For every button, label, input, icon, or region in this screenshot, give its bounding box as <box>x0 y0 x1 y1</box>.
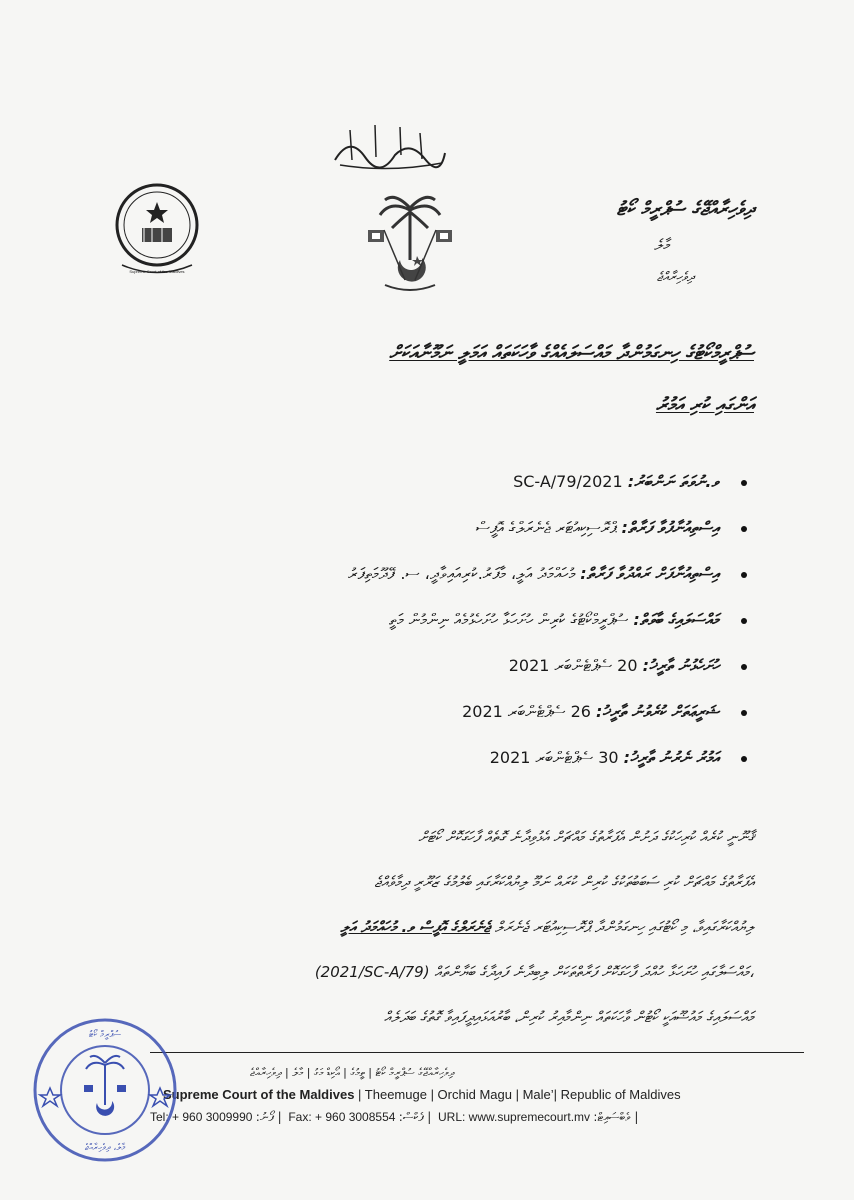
seal-label: Supreme Court of the Maldives <box>129 269 185 274</box>
footer-address-en: Supreme Court of the Maldives | Theemuge | Orchid Magu | Male’| Republic of Maldives <box>163 1087 681 1102</box>
court-name: ދިވެހިރާއްޖޭގެ ސުޕްރީމް ކޯޓު <box>616 198 754 220</box>
detail-hearing-date: ޝަރީޢަތަށް ކުރެވުނު ތާރީޚު: 26 ސެޕްޓެންބަރ 2021 <box>89 700 719 746</box>
detail-appellant: އިސްތިއުނާފުވާ ފަރާތް: ޕްރޮސިކިއުޓަރ ޖެނެރަލްގެ އޮފީސް <box>89 516 719 562</box>
stamp-top-text: ސުޕްރީމް ކޯޓު <box>88 1030 122 1040</box>
footer-url[interactable]: www.supremecourt.mv <box>468 1110 591 1124</box>
footer-contact: Tel: + 960 3009990 | ފޯނު: Fax: + 960 3008554 | ފެކްސް: URL: www.supremecourt.mv | ވެބްސައިޓް: <box>150 1110 639 1124</box>
footer-court-name: Supreme Court of the Maldives <box>163 1087 355 1102</box>
footer-divider <box>150 1052 804 1053</box>
subject-line-1: ސުޕްރީމްކޯޓުގެ ހިނގަމުންދާ މައްސަލައެއްގެ ވާހަކަތައް އަމަލީ ނަމޫނާއަކަށް <box>389 342 754 364</box>
footer-address-dv: ދިވެހިރާއްޖޭގެ ސުޕްރީމް ކޯޓު | ތީމުގެ | އޯކިޑް މަގު | މާލެ | ދިވެހިރާއްޖެ <box>250 1066 455 1079</box>
detail-case-number: ވ.ނުވަތަ ނަންބަރު: 2021/SC-A/79 <box>89 470 719 516</box>
court-country: ދިވެހިރާއްޖެ <box>656 270 694 285</box>
detail-submitted-date: ހުށަހެޅުނު ތާރީޚު: 20 ސެޕްޓެންބަރ 2021 <box>89 654 719 700</box>
subject-line-2: އަންގައި ކުރި އަމުރު <box>655 394 754 416</box>
court-city: މާލެ <box>654 236 669 254</box>
supreme-court-seal-icon <box>102 180 212 280</box>
body-highlight: ޖެނެރަލްގެ އޮފީސް ވ. މުހައްމަދު އަލީ <box>340 918 491 936</box>
stamp-bottom-text: މާލެ، ދިވެހިރާއްޖެ <box>84 1143 126 1153</box>
body-line: ޤާނޫނީ ކުރެއް ކުރިހަކުގެ ދަށުން އެފަރާތުގެ މައްޗަށް އެޅުވިދާނެ ގޮތެއް ފާހަގަކޮށް ކޯޓަށް <box>418 828 754 846</box>
national-emblem-icon <box>360 190 460 300</box>
footer-tel: + 960 3009990 <box>172 1110 253 1124</box>
body-line: (2021/SC-A/79) މައްސަލާގައި ހުށަހަޅާ ހުއްދަ ފާހަގަކޮށް ފަރާތްތަކަށް ލިބިދާނެ ފައިދާގެ ބަޔާންތައް، <box>314 963 754 981</box>
body-line: ލިޔުއްކަރާގައިވާ، މި ކޯޓުގައި ހިނގަމުންދާ ޕްރޮސިކިއުޓަރ ޖެނެރަލް ޖެނެރަލްގެ އޮފީސް ވ. މުހައްމަދު އަލީ <box>340 918 754 936</box>
official-stamp-icon <box>30 1015 180 1165</box>
detail-case-type: މައްސަލައިގެ ބާވަތް: ސުޕްރީމްކޯޓުގެ ކުރިން ހުށަހަޅާ ހުށަހެޅުމެއް ނިންމުން މަތީ <box>89 608 719 654</box>
body-paragraph <box>94 825 754 1050</box>
detail-order-date: އަމުރު ނެރުނު ތާރީޚު: 30 ސެޕްޓެންބަރ 2021 <box>89 746 719 792</box>
body-line: މައްސަލައިގެ މައުޟޫއަކީ ކޯޓުން ވާހަކަތައް ނިންމާއިރު ކުރިން، ބާރުއަޅައިދީފައިވާ ގޮތުގެ ބަދަލެއް <box>384 1008 754 1026</box>
footer-fax: + 960 3008554 <box>315 1110 396 1124</box>
body-line: އެފަރާތުގެ މައްޗަށް ކުރި ސަބަބުތަކުގެ ކުރިން ކުރައް ނަމޫ ލިޔުއްކަރާގައި ބެލުމުގެ ޒަރޫރީ ދިމާވެއްޖެ <box>374 873 754 891</box>
bismillah-calligraphy-icon <box>330 115 450 175</box>
case-details-list <box>89 470 719 792</box>
detail-respondent: އިސްތިއުނާފަށް ރައްދުވާ ފަރާތް: މުހައްމަދު އަލީ، މާފަރު.ކުރިއައިވާދީ، ސ. ފޭދޫމަތިފަރު <box>89 562 719 608</box>
